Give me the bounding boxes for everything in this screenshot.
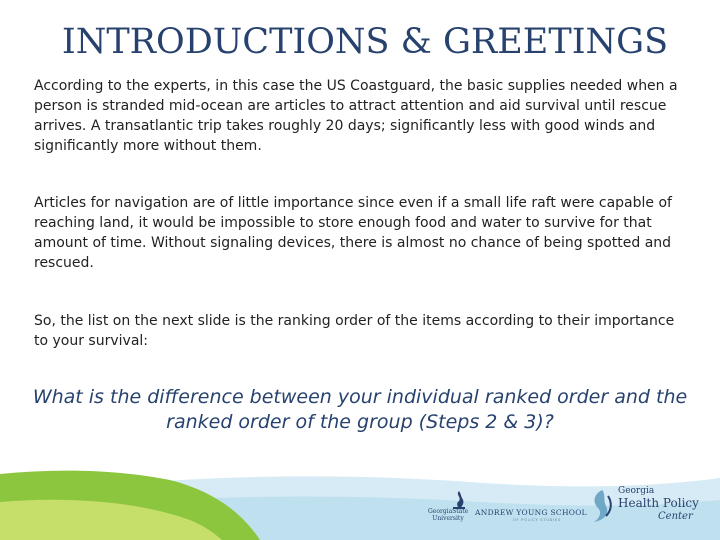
discussion-question: What is the difference between your individual ranked order and the ranked order of the group (Steps 2 & 3)?	[32, 386, 688, 433]
paragraph-ranking: So, the list on the next slide is the ranking order of the items according to their importance to your survival:	[34, 313, 675, 349]
ays-logo-text: ANDREW YOUNG SCHOOL	[475, 508, 587, 517]
gsu-flame-icon	[450, 490, 468, 510]
paragraph-coastguard: According to the experts, in this case the US Coastguard, the basic supplies needed when a person is stranded mid-ocean are articles to attract attention and aid survival until rescue arrives. A transatlantic trip takes roughly 20 days; significantly less with good winds and significantly more without them.	[34, 78, 678, 154]
slide-title: INTRODUCTIONS & GREETINGS	[61, 22, 669, 62]
georgia-health-policy-center-logo	[588, 486, 698, 528]
ays-logo-subtext: OF POLICY STUDIES	[513, 518, 562, 522]
gsu-logo-text: GeorgiaState University	[428, 508, 469, 522]
paragraph-navigation: Articles for navigation are of little importance since even if a small life raft were capable of reaching land, it would be impossible to store enough food and water to survive for that amount of time. Without signaling devices, there is almost no chance of being spotted and rescued.	[34, 195, 672, 271]
gsu-andrew-young-school-logo	[428, 490, 590, 526]
ghpc-line-center: Center	[658, 511, 693, 522]
ghpc-swoosh-icon	[588, 488, 616, 524]
ghpc-line-health-policy: Health Policy	[618, 496, 699, 510]
ghpc-line-georgia: Georgia	[618, 486, 655, 496]
